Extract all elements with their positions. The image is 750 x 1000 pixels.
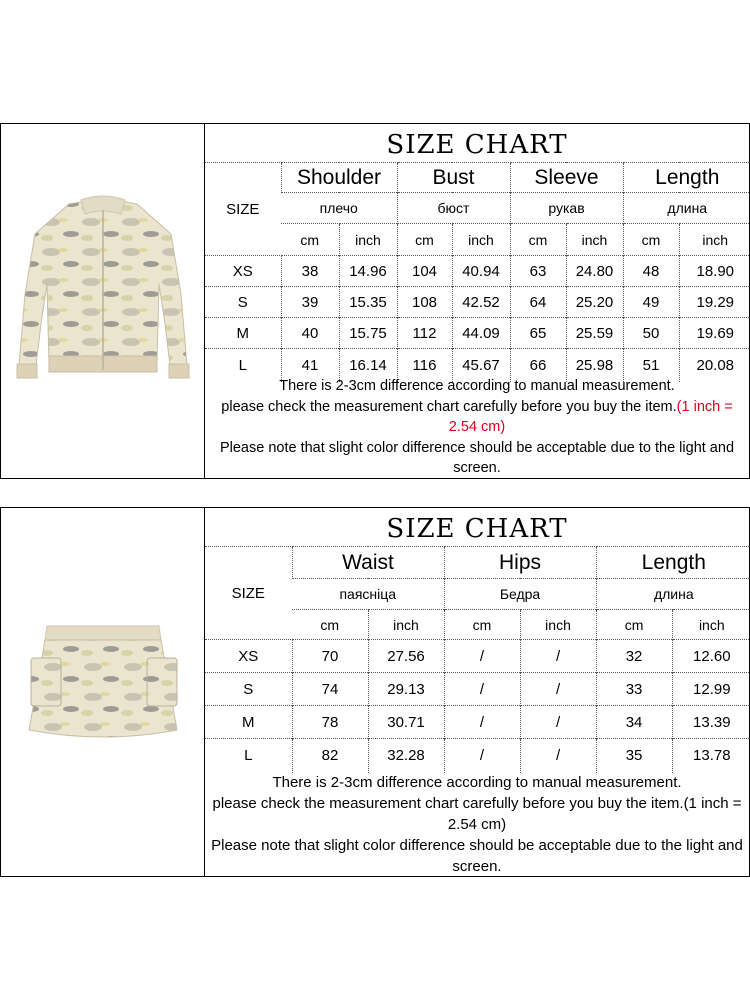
unit-cm: cm [596, 610, 672, 640]
unit-cm: cm [510, 224, 566, 256]
value-cell: / [444, 706, 520, 739]
note-difference: There is 2-3cm difference according to manual measurement. [272, 774, 682, 791]
value-cell: / [520, 739, 596, 773]
value-cell: 104 [397, 256, 452, 287]
measure-header-length: Length [623, 163, 750, 193]
table-row [205, 739, 750, 773]
value-cell: 25.98 [566, 349, 623, 382]
value-cell: 66 [510, 349, 566, 382]
table-row [205, 287, 750, 318]
chart-title: SIZE CHART [386, 514, 568, 544]
unit-cm: cm [281, 224, 339, 256]
note-color: Please note that slight color difference should be acceptable due to the light and screen. [219, 439, 735, 476]
unit-cm: cm [623, 224, 679, 256]
unit-inch: inch [368, 610, 444, 640]
size-cell: L [205, 739, 292, 773]
value-cell: 63 [510, 256, 566, 287]
value-cell: 45.67 [452, 349, 510, 382]
value-cell: 48 [623, 256, 679, 287]
unit-inch: inch [672, 610, 750, 640]
measure-header-length: Length [596, 547, 750, 579]
measurement-notes [205, 772, 749, 877]
value-cell: 35 [596, 739, 672, 773]
measure-subheader-waist: паясніца [292, 579, 444, 610]
size-cell: L [205, 349, 281, 382]
value-cell: 49 [623, 287, 679, 318]
measure-header-hips: Hips [444, 547, 596, 579]
value-cell: 13.78 [672, 739, 750, 773]
note-difference: There is 2-3cm difference according to manual measurement. [279, 378, 675, 394]
measure-subheader-shoulder: плечо [281, 193, 397, 224]
value-cell: / [444, 640, 520, 673]
value-cell: / [444, 673, 520, 706]
unit-inch: inch [679, 224, 750, 256]
size-cell: XS [205, 640, 292, 673]
bomber-jacket-icon [1, 124, 205, 480]
skirt-size-table [205, 546, 750, 773]
note-conversion: (1 inch = 2.54 cm) [448, 398, 733, 435]
value-cell: / [520, 640, 596, 673]
value-cell: 50 [623, 318, 679, 349]
measurement-notes [205, 376, 749, 479]
skirt-size-chart [205, 508, 749, 876]
value-cell: 20.08 [679, 349, 750, 382]
measure-header-shoulder: Shoulder [281, 163, 397, 193]
skirt-photo [1, 508, 205, 876]
jacket-photo [1, 124, 205, 478]
value-cell: 82 [292, 739, 368, 773]
value-cell: 24.80 [566, 256, 623, 287]
unit-inch: inch [520, 610, 596, 640]
value-cell: / [520, 706, 596, 739]
note-check-chart [211, 397, 743, 438]
size-cell: XS [205, 256, 281, 287]
jacket-size-chart [205, 124, 749, 478]
value-cell: 15.35 [339, 287, 397, 318]
value-cell: 39 [281, 287, 339, 318]
measure-subheader-length: длина [623, 193, 750, 224]
value-cell: 44.09 [452, 318, 510, 349]
value-cell: 32.28 [368, 739, 444, 773]
note-color: Please note that slight color difference should be acceptable due to the light and screen. [211, 837, 743, 875]
value-cell: 14.96 [339, 256, 397, 287]
value-cell: 116 [397, 349, 452, 382]
unit-inch: inch [452, 224, 510, 256]
value-cell: 12.60 [672, 640, 750, 673]
measure-subheader-sleeve: рукав [510, 193, 623, 224]
measure-subheader-length: длина [596, 579, 750, 610]
measure-subheader-bust: бюст [397, 193, 510, 224]
value-cell: 30.71 [368, 706, 444, 739]
unit-inch: inch [566, 224, 623, 256]
value-cell: 65 [510, 318, 566, 349]
chart-title: SIZE CHART [386, 130, 568, 160]
jacket-size-table [205, 162, 750, 382]
value-cell: 38 [281, 256, 339, 287]
size-cell: M [205, 318, 281, 349]
measure-header-waist: Waist [292, 547, 444, 579]
value-cell: 41 [281, 349, 339, 382]
value-cell: 34 [596, 706, 672, 739]
value-cell: 16.14 [339, 349, 397, 382]
size-cell: S [205, 673, 292, 706]
jacket-size-panel [0, 123, 750, 479]
table-row [205, 673, 750, 706]
value-cell: 78 [292, 706, 368, 739]
value-cell: 40.94 [452, 256, 510, 287]
measure-subheader-hips: Бедра [444, 579, 596, 610]
size-cell: M [205, 706, 292, 739]
value-cell: 19.69 [679, 318, 750, 349]
table-row [205, 706, 750, 739]
note-check-text: please check the measurement chart carefully before you buy the item. [221, 398, 677, 415]
value-cell: 108 [397, 287, 452, 318]
note-check-chart: please check the measurement chart carefully before you buy the item.(1 inch = 2.54 cm) [212, 795, 742, 833]
value-cell: / [444, 739, 520, 773]
value-cell: 12.99 [672, 673, 750, 706]
skirt-size-panel [0, 507, 750, 877]
measure-header-bust: Bust [397, 163, 510, 193]
value-cell: / [520, 673, 596, 706]
unit-inch: inch [339, 224, 397, 256]
table-row [205, 318, 750, 349]
table-row [205, 640, 750, 673]
value-cell: 15.75 [339, 318, 397, 349]
value-cell: 25.59 [566, 318, 623, 349]
value-cell: 51 [623, 349, 679, 382]
value-cell: 64 [510, 287, 566, 318]
unit-cm: cm [292, 610, 368, 640]
value-cell: 27.56 [368, 640, 444, 673]
unit-cm: cm [444, 610, 520, 640]
table-row [205, 256, 750, 287]
value-cell: 19.29 [679, 287, 750, 318]
size-header: SIZE [205, 163, 281, 256]
size-header: SIZE [205, 547, 292, 640]
value-cell: 33 [596, 673, 672, 706]
measure-header-sleeve: Sleeve [510, 163, 623, 193]
value-cell: 32 [596, 640, 672, 673]
value-cell: 74 [292, 673, 368, 706]
value-cell: 70 [292, 640, 368, 673]
size-cell: S [205, 287, 281, 318]
value-cell: 42.52 [452, 287, 510, 318]
value-cell: 13.39 [672, 706, 750, 739]
value-cell: 40 [281, 318, 339, 349]
value-cell: 25.20 [566, 287, 623, 318]
value-cell: 112 [397, 318, 452, 349]
value-cell: 18.90 [679, 256, 750, 287]
cargo-mini-skirt-icon [1, 508, 205, 878]
unit-cm: cm [397, 224, 452, 256]
value-cell: 29.13 [368, 673, 444, 706]
